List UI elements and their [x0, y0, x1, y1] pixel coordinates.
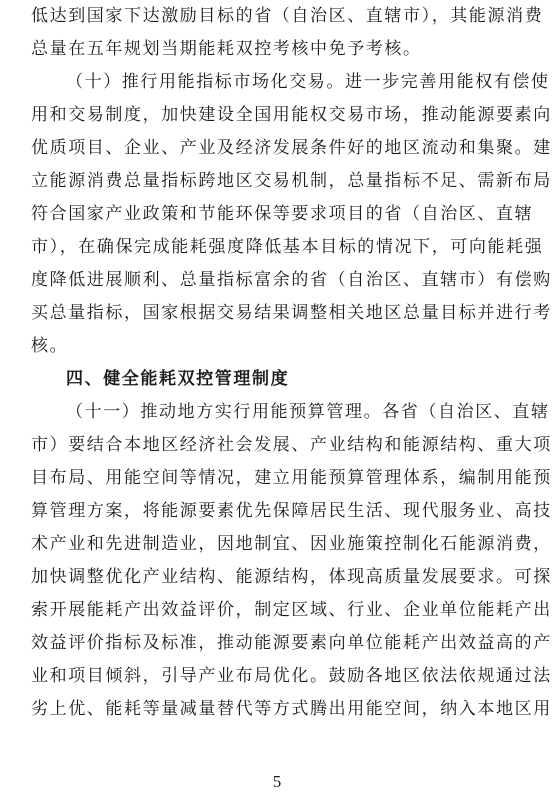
body-line: 目布局、用能空间等情况，建立用能预算管理体系，编制用能预 [31, 468, 552, 488]
page-number: 5 [272, 772, 282, 791]
body-line: 术产业和先进制造业，因地制宜、因业施策控制化石能源消费， [31, 534, 552, 554]
body-line: 度降低进展顺利、总量指标富余的省（自治区、直辖市）有偿购 [31, 270, 552, 290]
body-text: 进一步完善用能权有偿使 [345, 72, 550, 92]
paragraph-10-first-line [31, 66, 550, 99]
section-11-lead: （十一）推动地方实行用能预算管理。 [66, 402, 383, 422]
body-text: 各省（自治区、直辖 [382, 402, 550, 422]
body-line: 市），在确保完成能耗强度降低基本目标的情况下，可向能耗强 [31, 237, 544, 257]
section-10-lead: （十）推行用能指标市场化交易。 [66, 72, 345, 92]
body-line: 立能源消费总量指标跨地区交易机制，总量指标不足、需新布局 [31, 171, 552, 191]
body-line: 总量在五年规划当期能耗双控考核中免予考核。 [31, 39, 422, 59]
body-line: 业和项目倾斜，引导产业布局优化。鼓励各地区依法依规通过法 [31, 666, 552, 686]
body-line: 买总量指标，国家根据交易结果调整相关地区总量目标并进行考 [31, 303, 552, 323]
paragraph-11-first-line [31, 396, 550, 429]
body-line: 劣上优、能耗等量减量替代等方式腾出用能空间，纳入本地区用 [31, 699, 552, 719]
body-line: 符合国家产业政策和节能环保等要求项目的省（自治区、直辖 [31, 204, 534, 224]
body-line: 效益评价指标及标准，推动能源要素向单位能耗产出效益高的产 [31, 633, 552, 653]
body-line: 优质项目、企业、产业及经济发展条件好的地区流动和集聚。建 [31, 138, 552, 158]
document-body [31, 0, 552, 726]
body-line: 加快调整优化产业结构、能源结构，体现高质量发展要求。可探 [31, 567, 552, 587]
body-line: 索开展能耗产出效益评价，制定区域、行业、企业单位能耗产出 [31, 600, 552, 620]
body-line: 市）要结合本地区经济社会发展、产业结构和能源结构、重大项 [31, 435, 552, 455]
body-line: 核。 [31, 336, 69, 356]
body-line: 用和交易制度，加快建设全国用能权交易市场，推动能源要素向 [31, 105, 552, 125]
body-line: 低达到国家下达激励目标的省（自治区、直辖市），其能源消费 [31, 6, 544, 26]
body-line: 算管理方案，将能源要素优先保障居民生活、现代服务业、高技 [31, 501, 552, 521]
section-heading-4: 四、健全能耗双控管理制度 [66, 369, 290, 389]
